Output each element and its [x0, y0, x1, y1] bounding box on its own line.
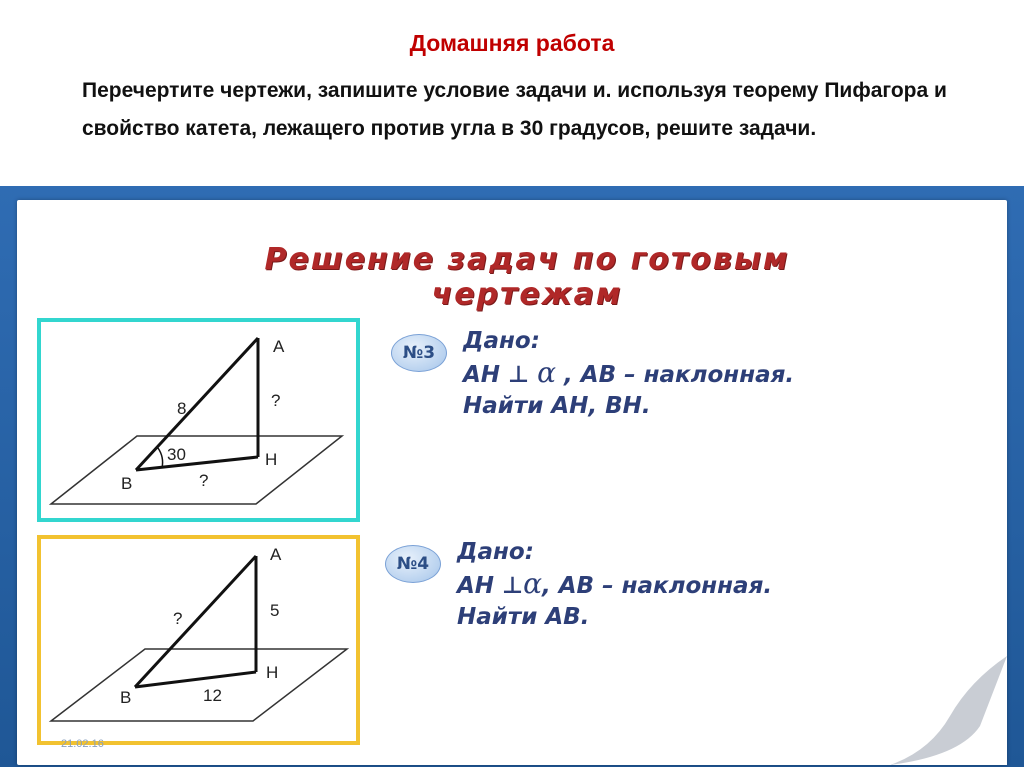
homework-title: Домашняя работа [409, 30, 615, 56]
side-ab-label-3: 8 [177, 399, 187, 418]
point-h-label-4: Н [266, 663, 279, 682]
segment-bh-3 [136, 457, 258, 470]
side-ah-label-3: ? [271, 391, 281, 410]
problem-3-oblique: , АВ – наклонная. [564, 362, 795, 388]
problem-4-given-line [457, 568, 772, 602]
problem-3-badge: №3 [391, 334, 447, 372]
problem-4-oblique: , АВ – наклонная. [542, 573, 773, 599]
slide-title-line2: чертежам [431, 277, 623, 312]
angle-label-3: 30 [167, 445, 186, 464]
point-a-label-3: А [273, 337, 285, 356]
problem-4-find: Найти АВ. [457, 604, 590, 630]
problem-4-given-label: Дано: [457, 539, 534, 565]
problem-3-perp: АН ⊥ [463, 362, 530, 388]
homework-header [0, 0, 1024, 186]
side-bh-label-3: ? [199, 471, 209, 490]
problem-3-text [463, 326, 794, 422]
problem-3-given-line [463, 357, 794, 391]
slide-date: 21.02.16 [61, 738, 104, 750]
problem-3-given-label: Дано: [463, 328, 540, 354]
angle-arc-3 [158, 448, 163, 468]
slide-paper [17, 200, 1007, 765]
problem-4-perp: АН ⊥ [457, 573, 524, 599]
side-ab-label-4: ? [173, 609, 183, 628]
problem-4-figure-frame [37, 535, 360, 745]
slide-title-line1: Решение задач по готовым [264, 242, 790, 277]
slide-frame [0, 186, 1024, 767]
side-ah-label-4: 5 [270, 601, 280, 620]
homework-instructions: Перечертите чертежи, запишите условие задачи и. используя теорему Пифагора и свойство катета, лежащего против угла в 30 градусов, решите задачи. [82, 79, 947, 140]
point-b-label-3: В [121, 474, 133, 493]
point-b-label-4: В [120, 688, 132, 707]
problem-3-find: Найти АН, ВН. [463, 393, 651, 419]
point-h-label-3: Н [265, 450, 278, 469]
problem-4-badge: №4 [385, 545, 441, 583]
side-bh-label-4: 12 [203, 686, 222, 705]
segment-ab-3 [136, 338, 258, 470]
problem-3-alpha: α [537, 356, 557, 389]
problem-4-alpha: α [523, 567, 543, 600]
plane-alpha-3 [51, 436, 342, 504]
page-curl-decoration [890, 656, 1007, 765]
problem-4-text [457, 537, 772, 633]
point-a-label-4: А [270, 545, 282, 564]
